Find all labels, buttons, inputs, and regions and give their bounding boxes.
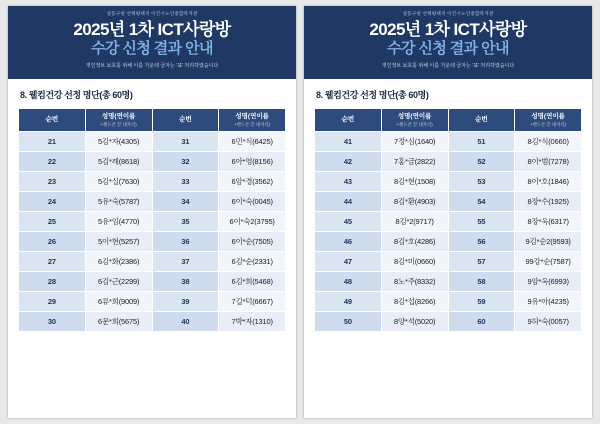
cell-name: 5유*임(4770) <box>85 212 152 232</box>
page-subtitle: 수강 신청 결과 안내 <box>91 39 213 57</box>
table-row <box>19 292 286 312</box>
cell-order: 27 <box>19 252 86 272</box>
table-body-2 <box>315 132 582 332</box>
cell-name: 6류*희(9009) <box>85 292 152 312</box>
cell-name: 7홍*금(2822) <box>381 152 448 172</box>
cell-order: 34 <box>152 192 219 212</box>
cell-name: 6이*숙2(3795) <box>219 212 286 232</box>
cell-order: 47 <box>315 252 382 272</box>
table-row <box>315 232 582 252</box>
cell-order: 29 <box>19 292 86 312</box>
cell-name: 9유*아(4235) <box>515 292 582 312</box>
table-row <box>315 152 582 172</box>
cell-name: 8이*호(1846) <box>515 172 582 192</box>
cell-order: 21 <box>19 132 86 152</box>
cell-order: 51 <box>448 132 515 152</box>
cell-name: 9허*숙(0057) <box>515 312 582 332</box>
cell-order: 24 <box>19 192 86 212</box>
cell-order: 32 <box>152 152 219 172</box>
table-row <box>315 292 582 312</box>
cell-order: 44 <box>315 192 382 212</box>
organization-name: 성동구청 선택평택지 이건시노인종합복지관 <box>402 11 494 16</box>
table-row <box>315 272 582 292</box>
table-header-row <box>19 108 286 132</box>
col-name-1: 성명(연이름 +핸드폰 끝 네자리) <box>381 108 448 132</box>
roster-table <box>18 108 286 333</box>
cell-order: 35 <box>152 212 219 232</box>
page-2 <box>304 6 592 418</box>
roster-table <box>314 108 582 333</box>
cell-name: 6김*근(2299) <box>85 272 152 292</box>
cell-name: 8노*주(8332) <box>381 272 448 292</box>
cell-name: 6이*숙(0045) <box>219 192 286 212</box>
cell-name: 6김*희(5468) <box>219 272 286 292</box>
cell-name: 5김*실(7630) <box>85 172 152 192</box>
cell-name: 8이*범(7278) <box>515 152 582 172</box>
cell-name: 8김*현(1508) <box>381 172 448 192</box>
cell-order: 53 <box>448 172 515 192</box>
cell-order: 43 <box>315 172 382 192</box>
table-container <box>304 108 592 341</box>
table-row <box>19 212 286 232</box>
table-row <box>315 212 582 232</box>
privacy-note: 개인정보 보호를 위해 이름 가운데 글자는 '표' 처리하였습니다 <box>85 63 219 70</box>
cell-name: 8김*환(4903) <box>381 192 448 212</box>
cell-name: 5유*숙(5787) <box>85 192 152 212</box>
table-row <box>315 172 582 192</box>
cell-order: 57 <box>448 252 515 272</box>
cell-name: 8양*석(5020) <box>381 312 448 332</box>
cell-order: 59 <box>448 292 515 312</box>
cell-name: 99강*순(7587) <box>515 252 582 272</box>
cell-name: 5이*현(5257) <box>85 232 152 252</box>
col-name-1: 성명(연이름 +핸드폰 끝 네자리) <box>85 108 152 132</box>
cell-name: 9암*옥(6993) <box>515 272 582 292</box>
cell-name: 9김*순2(9593) <box>515 232 582 252</box>
organization-name: 성동구청 선택평택지 이건시노인종합복지관 <box>106 11 198 16</box>
cell-name: 7박*자(1310) <box>219 312 286 332</box>
col-order-1: 순번 <box>315 108 382 132</box>
cell-order: 26 <box>19 232 86 252</box>
cell-order: 48 <box>315 272 382 292</box>
table-row <box>19 232 286 252</box>
cell-name: 6이*순(7505) <box>219 232 286 252</box>
table-container <box>8 108 296 341</box>
page-header <box>8 6 296 79</box>
cell-order: 55 <box>448 212 515 232</box>
page-title: 2025년 1차 ICT사랑방 <box>369 20 527 39</box>
cell-order: 52 <box>448 152 515 172</box>
cell-name: 6문*희(5675) <box>85 312 152 332</box>
cell-order: 56 <box>448 232 515 252</box>
cell-name: 8김*식(0660) <box>515 132 582 152</box>
table-header-row <box>315 108 582 132</box>
cell-order: 28 <box>19 272 86 292</box>
cell-order: 31 <box>152 132 219 152</box>
cell-name: 8김*호(4286) <box>381 232 448 252</box>
cell-name: 8김*미(0660) <box>381 252 448 272</box>
table-body-1 <box>19 132 286 332</box>
cell-name: 7길*덕(6667) <box>219 292 286 312</box>
cell-order: 49 <box>315 292 382 312</box>
cell-name: 8장*욱(6317) <box>515 212 582 232</box>
cell-order: 22 <box>19 152 86 172</box>
cell-order: 46 <box>315 232 382 252</box>
col-name-2: 성명(연이름 +핸드폰 끝 네자리) <box>515 108 582 132</box>
privacy-note: 개인정보 보호를 위해 이름 가운데 글자는 '표' 처리하였습니다 <box>381 63 515 70</box>
cell-name: 6암*경(3562) <box>219 172 286 192</box>
section-title: 8. 웰컴건강 선정 명단(총 60명) <box>316 89 429 100</box>
cell-order: 38 <box>152 272 219 292</box>
table-row <box>315 192 582 212</box>
col-order-1: 순번 <box>19 108 86 132</box>
cell-name: 5김*례(8618) <box>85 152 152 172</box>
col-name-2: 성명(연이름 +핸드폰 끝 네자리) <box>219 108 286 132</box>
cell-name: 6김*순(2331) <box>219 252 286 272</box>
page-subtitle: 수강 신청 결과 안내 <box>387 39 509 57</box>
table-row <box>19 132 286 152</box>
table-row <box>19 252 286 272</box>
cell-order: 39 <box>152 292 219 312</box>
table-row <box>315 252 582 272</box>
table-row <box>19 152 286 172</box>
cell-order: 41 <box>315 132 382 152</box>
table-row <box>315 132 582 152</box>
cell-name: 6김*화(2386) <box>85 252 152 272</box>
cell-order: 54 <box>448 192 515 212</box>
table-row <box>19 312 286 332</box>
table-head <box>315 108 582 132</box>
table-row <box>19 272 286 292</box>
cell-name: 8김*2(9717) <box>381 212 448 232</box>
cell-order: 42 <box>315 152 382 172</box>
cell-name: 6아*영(8156) <box>219 152 286 172</box>
table-row <box>19 172 286 192</box>
cell-order: 37 <box>152 252 219 272</box>
cell-name: 7정*심(1640) <box>381 132 448 152</box>
page-header <box>304 6 592 79</box>
cell-name: 8김*섭(8266) <box>381 292 448 312</box>
cell-order: 30 <box>19 312 86 332</box>
table-row <box>315 312 582 332</box>
cell-order: 25 <box>19 212 86 232</box>
table-head <box>19 108 286 132</box>
cell-name: 6민*식(6425) <box>219 132 286 152</box>
cell-order: 40 <box>152 312 219 332</box>
cell-order: 58 <box>448 272 515 292</box>
table-row <box>19 192 286 212</box>
col-order-2: 순번 <box>152 108 219 132</box>
cell-order: 50 <box>315 312 382 332</box>
cell-order: 60 <box>448 312 515 332</box>
cell-order: 23 <box>19 172 86 192</box>
cell-order: 45 <box>315 212 382 232</box>
section-title: 8. 웰컴건강 선정 명단(총 60명) <box>20 89 133 100</box>
cell-name: 8장*수(1925) <box>515 192 582 212</box>
cell-order: 36 <box>152 232 219 252</box>
cell-name: 5김*자(4305) <box>85 132 152 152</box>
page-title: 2025년 1차 ICT사랑방 <box>73 20 231 39</box>
cell-order: 33 <box>152 172 219 192</box>
col-order-2: 순번 <box>448 108 515 132</box>
page-1 <box>8 6 296 418</box>
